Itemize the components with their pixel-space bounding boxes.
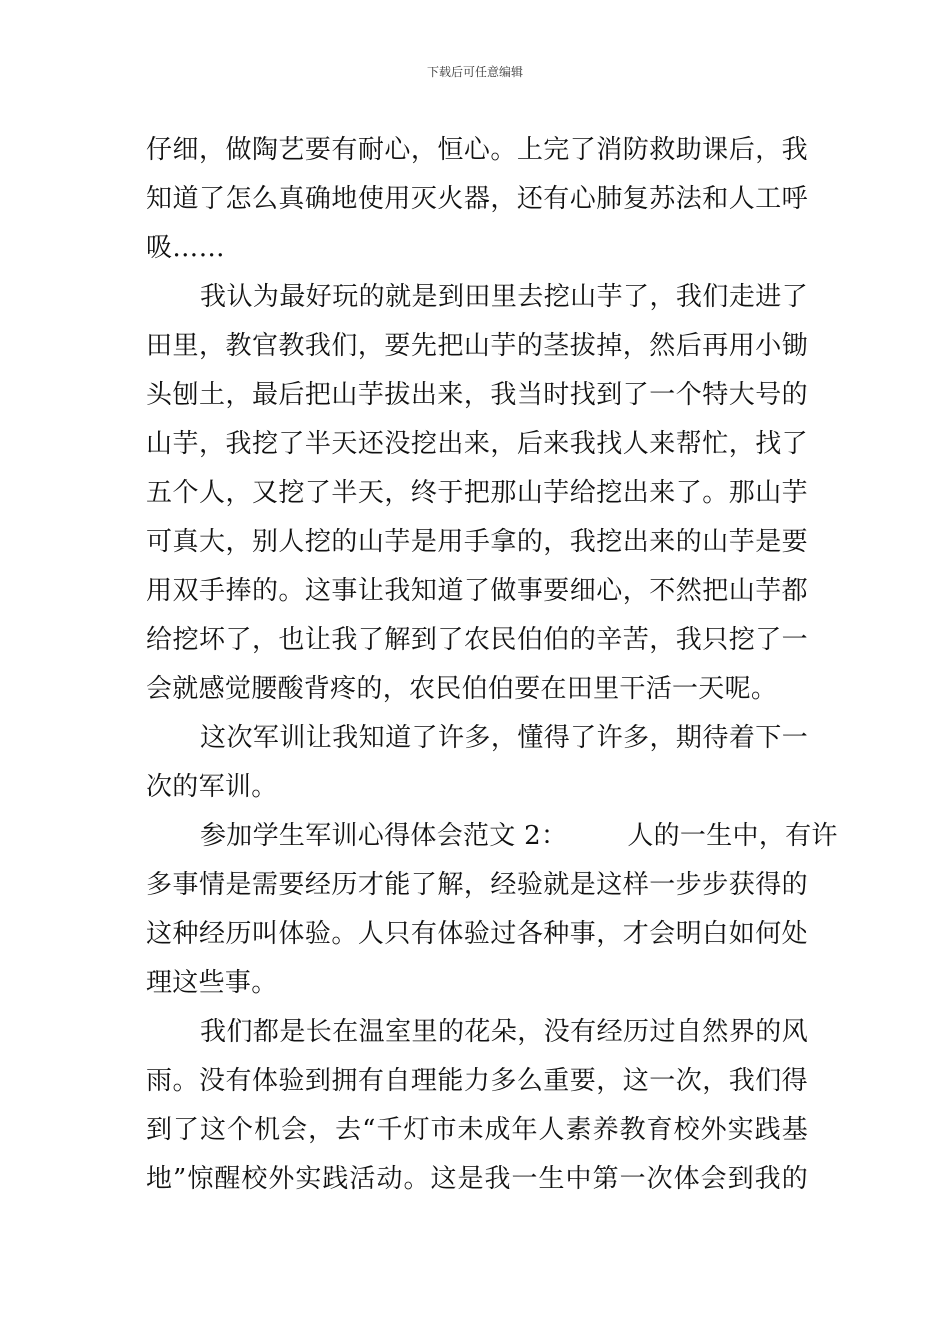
text-line: 给挖坏了，也让我了解到了农民伯伯的辛苦，我只挖了一 bbox=[146, 625, 808, 655]
text-line: 地”惊醒校外实践活动。这是我一生中第一次体会到我的 bbox=[146, 1164, 808, 1194]
text-line: 理这些事。 bbox=[146, 968, 278, 998]
page-header: 下载后可任意编辑 bbox=[426, 65, 523, 79]
document-body bbox=[146, 126, 838, 1204]
text-line: 五个人，又挖了半天，终于把那山芋给挖出来了。那山芋 bbox=[146, 478, 808, 508]
text-line: 到了这个机会，去“千灯市未成年人素养教育校外实践基 bbox=[146, 1115, 808, 1145]
text-line: 这次军训让我知道了许多，懂得了许多，期待着下一 bbox=[200, 723, 808, 753]
text-line: 头刨土，最后把山芋拔出来，我当时找到了一个特大号的 bbox=[146, 380, 808, 410]
text-line: 次的军训。 bbox=[146, 772, 278, 802]
text-line: 我认为最好玩的就是到田里去挖山芋了，我们走进了 bbox=[200, 282, 808, 312]
paragraph-5 bbox=[146, 1008, 808, 1204]
text-line: 多事情是需要经历才能了解，经验就是这样一步步获得的 bbox=[146, 870, 808, 900]
paragraph-4 bbox=[146, 812, 838, 1008]
paragraph-1 bbox=[146, 126, 808, 273]
text-line: 田里，教官教我们，要先把山芋的茎拔掉，然后再用小锄 bbox=[146, 331, 808, 361]
essay-heading: 参加学生军训心得体会范文 2： bbox=[200, 821, 568, 851]
text-line: 雨。没有体验到拥有自理能力多么重要，这一次，我们得 bbox=[146, 1066, 808, 1096]
text-line: 仔细，做陶艺要有耐心，恒心。上完了消防救助课后，我 bbox=[146, 135, 808, 165]
heading-line bbox=[146, 812, 838, 861]
heading-continuation: 人的一生中，有许 bbox=[627, 821, 838, 851]
paragraph-3 bbox=[146, 714, 808, 812]
text-line: 吸…… bbox=[146, 233, 225, 263]
text-line: 我们都是长在温室里的花朵，没有经历过自然界的风 bbox=[200, 1017, 808, 1047]
text-line: 知道了怎么真确地使用灭火器，还有心肺复苏法和人工呼 bbox=[146, 184, 808, 214]
text-line: 用双手捧的。这事让我知道了做事要细心，不然把山芋都 bbox=[146, 576, 808, 606]
text-line: 这种经历叫体验。人只有体验过各种事，才会明白如何处 bbox=[146, 919, 808, 949]
text-line: 山芋，我挖了半天还没挖出来，后来我找人来帮忙，找了 bbox=[146, 429, 808, 459]
paragraph-2 bbox=[146, 273, 808, 714]
text-line: 可真大，别人挖的山芋是用手拿的，我挖出来的山芋是要 bbox=[146, 527, 808, 557]
text-line: 会就感觉腰酸背疼的，农民伯伯要在田里干活一天呢。 bbox=[146, 674, 778, 704]
